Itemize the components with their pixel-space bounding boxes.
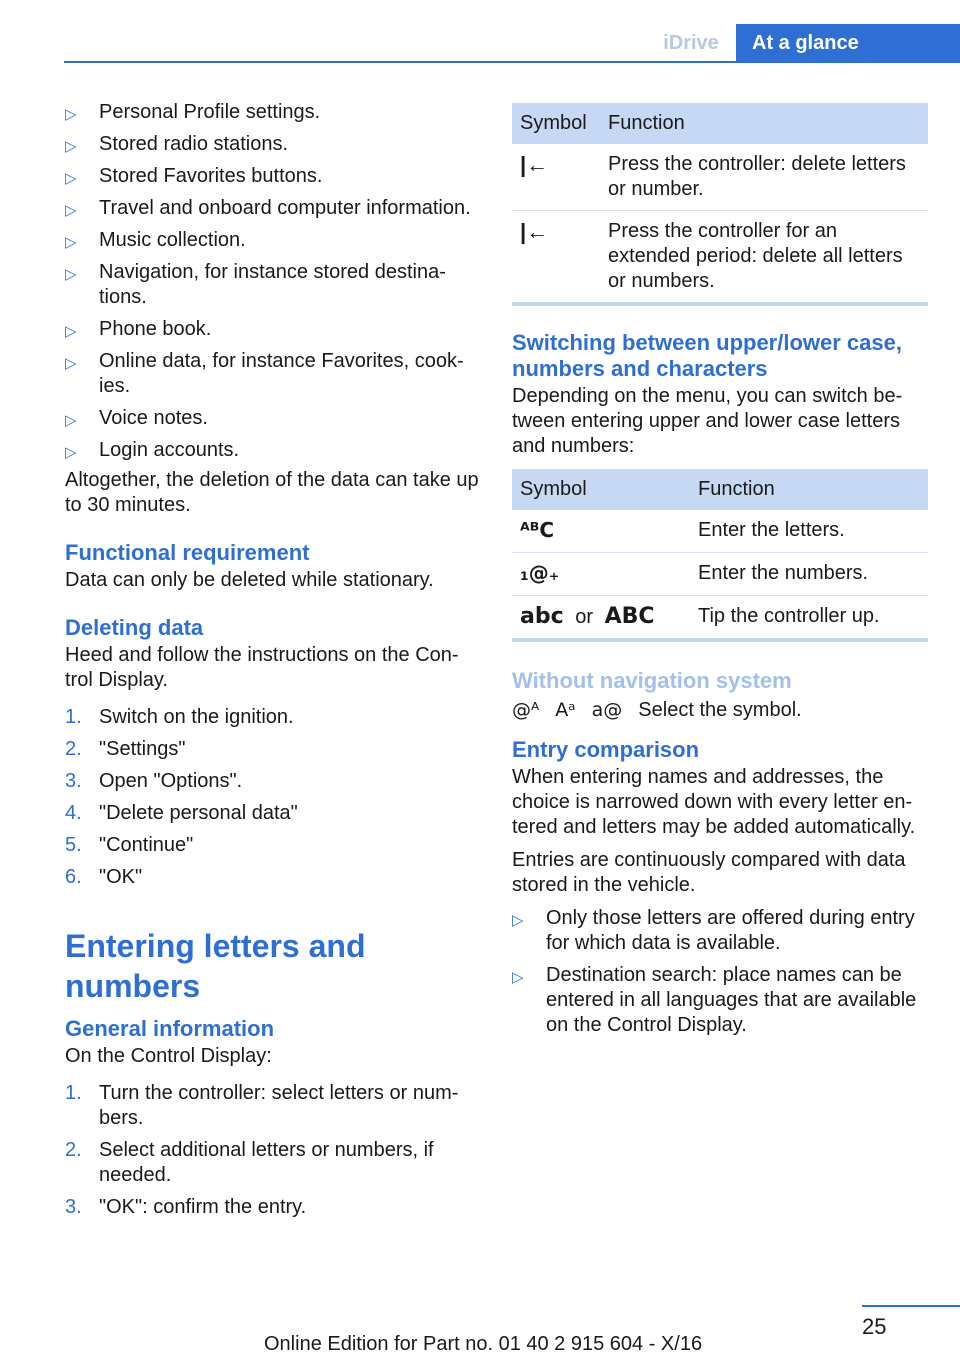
- list-item: ▷ Online data, for instance Favorites, cook- ies.: [65, 350, 464, 397]
- deletion-duration-text: Altogether, the deletion of the data can take up to 30 minutes.: [65, 469, 479, 516]
- lowercase-abc-icon: abc: [520, 604, 564, 629]
- data-bullet-list: [65, 100, 483, 463]
- header-rule: [64, 61, 960, 63]
- list-item: ▷ Navigation, for instance stored destina- tions.: [65, 261, 446, 308]
- list-item: 6. "OK": [65, 866, 143, 888]
- case-symbol-table: [512, 469, 928, 642]
- footer-rule: [862, 1305, 960, 1307]
- delete-symbol-table: [512, 103, 928, 306]
- list-item: 3. Open "Options".: [65, 770, 243, 792]
- entry-comparison-text-1: When entering names and addresses, the choice is narrowed down with every letter en- tered and letters may be added automatically.: [512, 766, 916, 838]
- triangle-bullet-icon: ▷: [512, 969, 524, 986]
- entering-steps-list: [65, 1081, 483, 1220]
- at-uppercase-icon: @ᴬ: [512, 699, 540, 721]
- column-header: Function: [600, 103, 928, 144]
- list-item: ▷ Login accounts.: [65, 438, 483, 463]
- entering-letters-heading: Entering letters and numbers: [65, 928, 366, 1004]
- list-item: 5. "Continue": [65, 834, 194, 856]
- deleting-data-heading: Deleting data: [65, 615, 204, 640]
- letters-mode-icon: ᴬᴮC: [520, 518, 555, 542]
- deleting-data-text: Heed and follow the instructions on the Con- trol Display.: [65, 644, 459, 691]
- list-item: ▷ Personal Profile settings.: [65, 100, 483, 125]
- column-header: Symbol: [512, 103, 600, 144]
- switching-case-text: Depending on the menu, you can switch be- tween entering upper and lower case letters and numbers:: [512, 385, 903, 457]
- triangle-bullet-icon: ▷: [65, 323, 77, 340]
- column-header: Function: [690, 469, 928, 510]
- uppercase-lowercase-icon: Aᵃ: [555, 699, 576, 721]
- table-row: ᴬᴮC Enter the letters.: [512, 510, 928, 553]
- page-number: 25: [862, 1314, 887, 1339]
- triangle-bullet-icon: ▷: [65, 170, 77, 187]
- right-column: [512, 103, 928, 1045]
- triangle-bullet-icon: ▷: [65, 234, 77, 251]
- triangle-bullet-icon: ▷: [512, 912, 524, 929]
- triangle-bullet-icon: ▷: [65, 138, 77, 155]
- functional-requirement-heading: Functional requirement: [65, 540, 310, 565]
- edition-footer: Online Edition for Part no. 01 40 2 915 604 - X/16: [264, 1333, 703, 1355]
- list-item: 1. Turn the controller: select letters or num- bers.: [65, 1082, 459, 1129]
- uppercase-abc-icon: ABC: [604, 604, 655, 629]
- delete-left-icon: |←: [520, 219, 549, 244]
- table-row: ₁@₊ Enter the numbers.: [512, 553, 928, 596]
- table-header-row: [512, 103, 928, 144]
- entry-comparison-heading: Entry comparison: [512, 737, 700, 762]
- general-information-text: On the Control Display:: [65, 1045, 272, 1067]
- header-tab-at-a-glance[interactable]: At a glance: [736, 24, 960, 62]
- list-item: ▷ Music collection.: [65, 228, 483, 253]
- without-navigation-heading: Without navigation system: [512, 668, 792, 693]
- triangle-bullet-icon: ▷: [65, 266, 77, 283]
- table-row: |← Press the controller: delete letters or number.: [512, 144, 928, 211]
- without-navigation-symbols: [512, 698, 928, 723]
- functional-requirement-text: Data can only be deleted while stationary.: [65, 569, 434, 591]
- list-item: 3. "OK": confirm the entry.: [65, 1196, 307, 1218]
- delete-left-icon: |←: [520, 152, 549, 177]
- left-column: [65, 100, 483, 1227]
- list-item: 2. "Settings": [65, 738, 186, 760]
- triangle-bullet-icon: ▷: [65, 355, 77, 372]
- list-item: ▷ Travel and onboard computer information.: [65, 196, 483, 221]
- table-row: abc or ABC Tip the controller up.: [512, 596, 928, 641]
- deleting-steps-list: [65, 705, 483, 890]
- table-row: |← Press the controller for an extended period: delete all letters or numbers.: [512, 211, 928, 305]
- table-header-row: [512, 469, 928, 510]
- column-header: Symbol: [512, 469, 690, 510]
- triangle-bullet-icon: ▷: [65, 444, 77, 461]
- general-information-heading: General information: [65, 1016, 275, 1041]
- list-item: ▷ Stored Favorites buttons.: [65, 164, 483, 189]
- list-item: ▷ Only those letters are offered during entry for which data is available.: [512, 907, 915, 954]
- list-item: 4. "Delete personal data": [65, 802, 298, 824]
- switching-case-heading: Switching between upper/lower case, numbers and characters: [512, 330, 902, 381]
- list-item: ▷ Voice notes.: [65, 406, 483, 431]
- list-item: ▷ Destination search: place names can be entered in all languages that are available on the Control Display.: [512, 964, 917, 1036]
- triangle-bullet-icon: ▷: [65, 106, 77, 123]
- list-item: ▷ Phone book.: [65, 317, 483, 342]
- list-item: 1. Switch on the ignition.: [65, 706, 294, 728]
- without-navigation-text: Select the symbol.: [638, 699, 802, 721]
- list-item: ▷ Stored radio stations.: [65, 132, 483, 157]
- entry-comparison-text-2: Entries are continuously compared with data stored in the vehicle.: [512, 849, 906, 896]
- lowercase-at-icon: a@: [591, 699, 623, 721]
- triangle-bullet-icon: ▷: [65, 202, 77, 219]
- header-tab-idrive[interactable]: iDrive: [663, 32, 719, 54]
- numbers-mode-icon: ₁@₊: [520, 561, 560, 585]
- triangle-bullet-icon: ▷: [65, 412, 77, 429]
- list-item: 2. Select additional letters or numbers, if needed.: [65, 1139, 434, 1186]
- entry-comparison-list: [512, 906, 928, 1038]
